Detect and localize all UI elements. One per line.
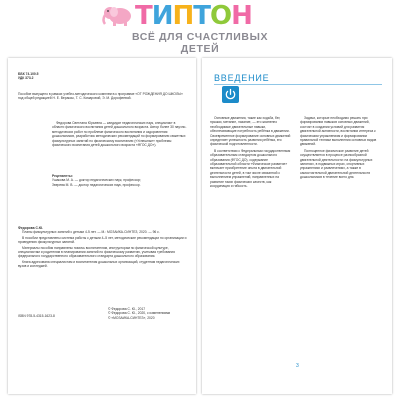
brand-header	[0, 0, 400, 55]
bbk-code: ББК 74.100.5	[18, 72, 39, 76]
title-underline	[214, 84, 382, 85]
copyright-block	[108, 307, 192, 320]
author-bio: Федорова Светлана Юрьевна — кандидат педагогических наук, специалист в области физического воспитания детей дошкольного возраста. Автор более 30 научно-методических работ по проблеме физического воспитания и оздоровления дошкольников, разработчик методических рекомендаций по формированию сюжетных физкультурных занятий по физическому воспитанию («Успешные» проблемы физического воспитания детей дошкольного возраста «ФГОС ДО»).	[52, 121, 187, 148]
logo-letter: Т	[193, 1, 211, 31]
book-spread	[8, 58, 392, 394]
reviewers-title: Рецензенты:	[52, 174, 73, 178]
paragraph: В соответствии с Федеральным государственным образовательным стандартом дошкольного образования (ФГОС ДО), содержание образовательной области «Физическое развитие» включает приобретение опыта в двигательной деятельности детей, в том числе связанной с выполнением упражнений, направленных на развитие таких физических качеств, как координация и гибкость.	[210, 148, 291, 189]
udk-block	[18, 72, 78, 81]
logo-letter: Н	[231, 1, 252, 31]
text-column-right	[300, 116, 382, 180]
paragraph: Основные движения, такие как ходьба, бег, прыжки, метание, лазание, — это жизненно необходимые двигательные навыки, обеспечивающие потребность ребёнка в движении. Своевременное формирование основных движений определяет успешность развития ребёнка, его физической подготовленности.	[210, 116, 291, 147]
left-page	[8, 58, 196, 394]
approval-text: Пособие выпущено в рамках учебно-методического комплекта к программе «ОТ РОЖДЕНИЯ ДО ШКОЛЫ» под общей редакцией Н. Е. Вераксы, Т. С. Комаровой, Э. М. Дорофеевой.	[18, 92, 183, 101]
copyright-line: © Федорова С. Ю., 2020, с изменениями	[108, 311, 171, 316]
cip-title: Планы физкультурных занятий с детьми 4-5 лет. — М.: МОЗАИКА-СИНТЕЗ, 2020. — 96 с.	[22, 230, 160, 235]
paragraph: Задачи, которые необходимо решать при формировании навыков основных движений, состоят в создании условий для развития двигательной активности, воспитании интереса к физическим упражнениям и формировании правильной техники выполнения основных видов движений.	[300, 116, 377, 147]
reviewer-item: Зверева М. В. — доктор педагогических наук, профессор.	[52, 182, 141, 187]
logo-letter: И	[151, 1, 173, 31]
reviewer-item: Ушакова М. А. — доктор педагогических наук, профессор;	[52, 178, 142, 183]
text-column-left	[210, 116, 292, 189]
copyright-line: © «МОЗАИКА-СИНТЕЗ», 2020	[108, 315, 155, 320]
cip-author: Федорова С.Ю.	[18, 226, 44, 230]
brand-tagline: ВСЁ ДЛЯ СЧАСТЛИВЫХ ДЕТЕЙ	[131, 31, 269, 55]
right-page	[202, 58, 392, 394]
power-icon	[222, 86, 239, 103]
copyright-line: © Федорова С. Ю., 2017	[108, 307, 146, 311]
logo-letter: О	[210, 1, 232, 31]
udk-code: УДК 373.2	[18, 76, 34, 81]
elephant-icon	[102, 4, 136, 26]
cip-description-3: Книга адресована специалистам и воспитателям дошкольных организаций, студентам педагогических вузов и колледжей.	[18, 259, 180, 269]
logo-wordmark[interactable]	[135, 2, 252, 30]
paragraph: Полноценное физическое развитие детей осуществляется в процессе разнообразной двигательной деятельности: на физкультурных занятиях, в подвижных играх, спортивных упражнениях и развлечениях, а также в самостоятельной двигательной деятельности дошкольников в течение всего дня.	[300, 148, 373, 180]
logo-letter: Т	[135, 1, 152, 31]
cip-block	[18, 226, 188, 269]
chapter-title: ВВЕДЕНИЕ	[214, 73, 270, 83]
reviewers	[52, 174, 188, 187]
isbn: ISBN 978-5-4315-1623-8	[18, 314, 55, 318]
cip-description: В пособии представлены система работы с детьми 4–5 лет, методические рекомендации по организации и проведению физкультурных занятий.	[18, 235, 187, 245]
logo-letter: П	[172, 1, 194, 31]
page-number: 3	[296, 363, 299, 369]
cip-description-2: Материалы пособия направлены помочь воспитателям, инструкторам по физической культуре, специалистам и родителям в планировании занятий по физическому развитию, учитывая требования федерального государственного образовательного стандарта дошкольного образования.	[18, 245, 175, 259]
